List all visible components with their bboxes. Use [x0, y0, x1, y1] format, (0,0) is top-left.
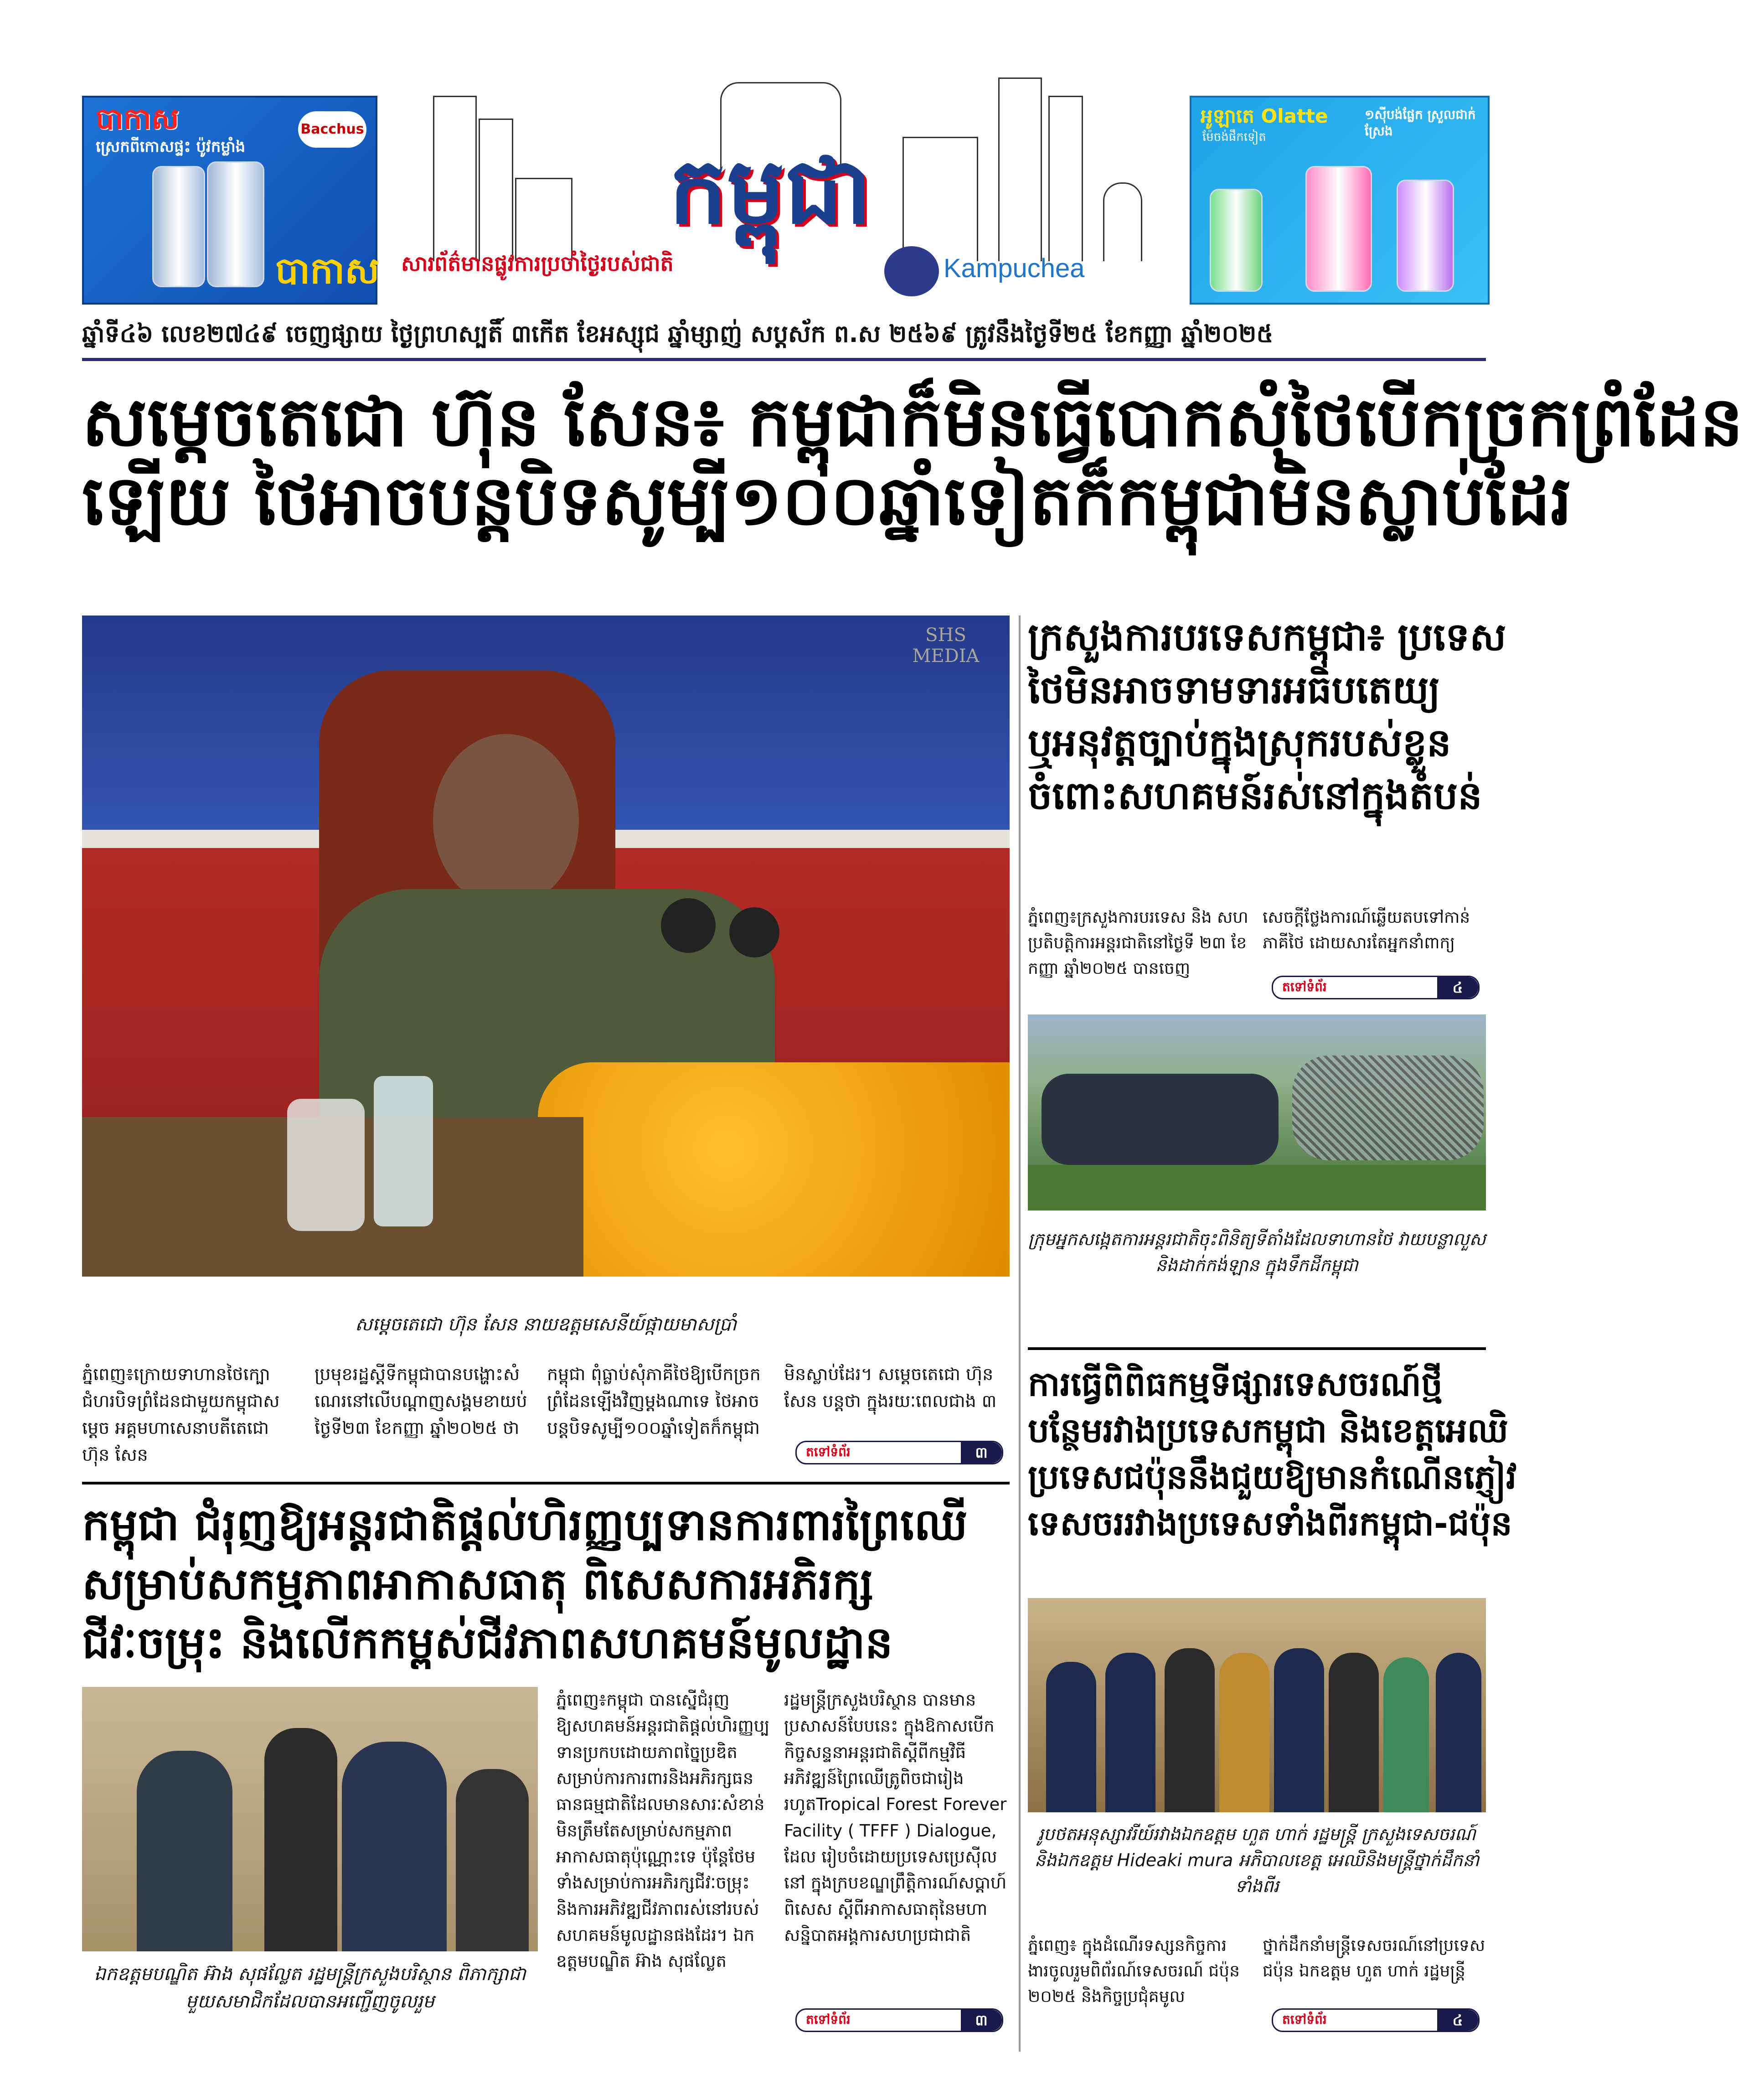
headline-line: ឬអនុវត្តច្បាប់ក្នុងស្រុករបស់ខ្លួន: [1028, 720, 1451, 765]
right-story2-headline: [1028, 1361, 1517, 1547]
lower-story-column-1: ភ្នំពេញ៖កម្ពុជា បានស្នើជំរុញ ឱ្យសហគមន៍អន្តរជាតិផ្តល់ហិរញ្ញប្ប ទានប្រកបដោយភាពច្នៃប្រឌិត សម្រាប់ការការពារនិងអភិរក្សធន ធានធម្មជាតិដែលមានសារៈសំខាន់ មិនត្រឹមតែសម្រាប់សកម្មភាព អាកាសធាតុប៉ុណ្ណោះទេ ប៉ុន្តែថែម ទាំងសម្រាប់ការអភិរក្សជីវៈចម្រុះ និងការអភិវឌ្ឍជីវភាពរស់នៅរបស់ សហគមន៍មូលដ្ឋានផងដែរ។ ឯកឧត្តមបណ្ឌិត អ៊ាង សុផល្លែត: [556, 1690, 770, 1971]
person-figure: [1219, 1653, 1269, 1812]
skyline-tower: [433, 96, 477, 261]
right-story1-column-1: ភ្នំពេញ៖ក្រសួងការបរទេស និង សហប្រតិបត្តិការអន្តរជាតិនៅថ្ងៃទី ២៣ ខែកញ្ញា ឆ្នាំ២០២៥ បានចេញ: [1028, 908, 1248, 978]
main-story-column-1: ភ្នំពេញ៖ក្រោយទាហានថៃក្បោ ជំហរបិទព្រំដែនជាមួយកម្ពុជាសម្តេច អគ្គមហាសេនាបតីតេជោ ហ៊ុន សែន: [82, 1364, 280, 1465]
issue-info-line: ឆ្នាំទី៤៦ លេខ២៧៤៩ ចេញផ្សាយ ថ្ងៃព្រហស្បតិ៍ ៣កើត ខែអស្សុជ ឆ្នាំម្សាញ់ សប្តស័ក ព.ស ២៥៦៩ ត្រូវនឹងថ្ងៃទី២៥ ខែកញ្ញា ឆ្នាំ២០២៥: [82, 321, 1274, 348]
right-story1-headline: [1028, 611, 1506, 822]
ad-tagline-right: ១ស៊ីបង់ផ្លែក ស្រួលជាក់ស្រែង: [1365, 107, 1476, 139]
border-photo: [1028, 1014, 1486, 1210]
main-photo: [82, 616, 1010, 1277]
main-photo-caption: សម្តេចតេជោ ហ៊ុន សែន នាយឧត្តមសេនីយ៍ផ្កាយមាសប្រាំ: [355, 1314, 737, 1335]
continued-page: ៤: [1437, 977, 1478, 998]
glass-bottle: [374, 1076, 433, 1226]
continued-label: តទៅទំព័រ: [1282, 2012, 1327, 2027]
headline-line: ជីវៈចម្រុះ និងលើកកម្ពស់ជីវភាពសហគមន៍មូលដ្ឋាន: [82, 1617, 893, 1669]
person-figure: [1329, 1653, 1379, 1812]
section-divider: [82, 1482, 1010, 1484]
skyline-stupa: [1103, 182, 1142, 261]
skyline-tower: [479, 119, 513, 261]
person-figure: [456, 1769, 529, 1951]
newspaper-logo: កម្ពុជា: [669, 138, 872, 244]
person-figure: [342, 1742, 447, 1951]
person-figure: [1436, 1653, 1481, 1812]
main-story-column-4: មិនស្លាប់ដែរ។ សម្តេចតេជោ ហ៊ុន សែន បន្តថា ក្នុងរយៈពេលជាង ៣: [784, 1364, 997, 1411]
right-story2-column-2: ថ្នាក់ដឹកនាំមន្ត្រីទេសចរណ៍នៅប្រទេស ជប៉ុន ឯកឧត្តម ហួត ហាក់ រដ្ឋមន្ត្រី: [1263, 1936, 1485, 1981]
drink-can-image: [1397, 180, 1454, 292]
soldiers-group: [1042, 1074, 1279, 1165]
masthead-flower-icon: [884, 246, 939, 296]
delegation-photo: [1028, 1598, 1486, 1812]
brand-logo: Bacchus: [298, 111, 366, 148]
skyline-tower: [998, 78, 1042, 261]
continued-label: តទៅទំព័រ: [1282, 979, 1327, 994]
continued-link-lower[interactable]: [795, 2008, 1003, 2032]
headline-line: កម្ពុជា ជំរុញឱ្យអន្តរជាតិផ្តល់ហិរញ្ញប្បទានការពារព្រៃឈើ: [82, 1499, 968, 1550]
lower-story-headline: [82, 1495, 1010, 1673]
continued-link-right2[interactable]: [1272, 2008, 1480, 2032]
continued-link-right1[interactable]: [1272, 976, 1480, 999]
section-divider: [1028, 1347, 1486, 1350]
grass-foreground: [1028, 1165, 1486, 1210]
continued-page: ៤: [1437, 2010, 1478, 2031]
masthead: [392, 68, 1167, 305]
person-head: [433, 734, 579, 907]
microphone-icon: [729, 907, 779, 957]
flower-arrangement: [538, 1062, 1010, 1277]
person-figure: [1274, 1648, 1324, 1812]
ad-tagline: ស្រេកពីកោសផ្ទះ ប៉ូវកម្លាំង: [96, 138, 246, 156]
barbed-wire: [1292, 1055, 1484, 1160]
header-divider: [82, 358, 1486, 361]
main-headline-line2: ឡើយ ថៃអាចបន្តបិទសូម្បី១០០ឆ្នាំទៀតក៏កម្ពុជាមិនស្លាប់ដែរ: [82, 461, 1573, 541]
person-figure: [1105, 1653, 1155, 1812]
headline-line: ថៃមិនអាចទាមទារអធិបតេយ្យ: [1028, 667, 1440, 712]
drink-can-image: [1210, 189, 1263, 292]
main-headline: [82, 383, 1743, 541]
masthead-latin-name: Kampuchea: [944, 253, 1085, 283]
lower-story-column-2: រដ្ឋមន្ត្រីក្រសួងបរិស្ថាន បានមាន ប្រសាសន៍បែបនេះ ក្នុងឱកាសបើក កិច្ចសន្ទនាអន្តរជាតិស្តីពីកម្មវិធី អភិវឌ្ឍន៍ព្រៃឈើត្រូពិចជារៀង រហូតTropical Forest Forever Facility ( TFFF ) Dialogue, ដែល រៀបចំដោយប្រទេសប្រេស៊ីល នៅ ក្នុងក្របខណ្ឌព្រឹត្តិការណ៍សប្តាហ៍ ពិសេស ស្តីពីអាកាសធាតុនៃមហា សន្និបាតអង្គការសហប្រជាជាតិ: [784, 1690, 1007, 1945]
headline-line: ប្រទេសជប៉ុននឹងជួយឱ្យមានកំណើនភ្ញៀវ: [1028, 1458, 1517, 1497]
person-figure: [1165, 1648, 1215, 1812]
ad-title-top: បាកាស: [96, 102, 179, 136]
continued-label: តទៅទំព័រ: [806, 2012, 851, 2027]
crystal-jar: [287, 1099, 365, 1231]
headline-line: ចំពោះសហគមន៍រស់នៅក្នុងតំបន់: [1028, 773, 1482, 818]
headline-line: សម្រាប់សកម្មភាពអាកាសធាតុ ពិសេសការអភិរក្ស: [82, 1558, 873, 1609]
masthead-subtitle: សារព័ត៌មានផ្លូវការប្រចាំថ្ងៃរបស់ជាតិ: [401, 251, 674, 276]
microphone-icon: [661, 898, 716, 953]
headline-line: បន្ថែមរវាងប្រទេសកម្ពុជា និងខេត្តអេឈិ: [1028, 1411, 1509, 1451]
headline-line: ការធ្វើពិពិធកម្មទីផ្សារទេសចរណ៍ថ្មី: [1028, 1365, 1443, 1404]
headline-line: ទេសចររវាងប្រទេសទាំងពីរកម្ពុជា-ជប៉ុន: [1028, 1504, 1512, 1544]
continued-label: តទៅទំព័រ: [806, 1444, 851, 1459]
ad-title-bottom: បាកាស: [275, 249, 380, 292]
ministers-photo-caption: ឯកឧត្តមបណ្ឌិត អ៊ាង សុផល្លែត រដ្ឋមន្ត្រីក្រសួងបរិស្ថាន ពិភាក្សាជាមួយសមាជិកដែលបានអញ្ជើញចូលរួម: [94, 1964, 526, 2012]
drink-can-image: [152, 166, 205, 287]
right-story1-column-2: សេចក្តីថ្លែងការណ៍ឆ្លើយតបទៅកាន់ ភាគីថៃ ដោយសារតែអ្នកនាំពាក្យ: [1263, 908, 1470, 952]
continued-page: ៣: [961, 2010, 1002, 2031]
column-divider: [1019, 616, 1021, 2052]
photo-watermark: SHS MEDIA: [912, 625, 980, 667]
headline-line: ក្រសួងការបរទេសកម្ពុជា៖ ប្រទេស: [1028, 615, 1506, 659]
delegation-photo-caption: រូបថតអនុស្សាវរីយ៍រវាងឯកឧត្តម ហួត ហាក់ រដ្ឋមន្ត្រី ក្រសួងទេសចរណ៍ និងឯកឧត្តម Hideaki mura អភិបាលខេត្ត អេឈិនិងមន្ត្រីថ្នាក់ដឹកនាំទាំងពីរ: [1034, 1824, 1480, 1896]
ad-brand-line: អូឡាតេ Olatte: [1201, 105, 1328, 127]
ad-tagline: ម៉ែ​ចង់​ផឹក​ទៀត: [1202, 130, 1266, 144]
continued-page: ៣: [961, 1442, 1002, 1463]
main-story-column-3: កម្ពុជា ពុំធ្លាប់សុំភាគីថៃឱ្យបើកច្រក ព្រំដែនឡើងវិញម្តងណាទេ ថៃអាច បន្តបិទសូម្បី១០០ឆ្នាំទៀតក៏កម្ពុជា: [547, 1364, 761, 1438]
person-figure: [137, 1751, 232, 1951]
person-figure: [1046, 1662, 1096, 1812]
skyline-tower: [1048, 96, 1083, 261]
person-figure: [1383, 1657, 1429, 1812]
drink-can-image: [1305, 166, 1372, 292]
right-advertisement[interactable]: [1190, 96, 1490, 305]
drink-can-image: [207, 161, 264, 287]
border-photo-caption: ក្រុមអ្នកសង្កេតការអន្តរជាតិចុះពិនិត្យទីតាំងដែលទាហានថៃ វាយបន្លាលួស និងដាក់កង់ឡាន ក្នុងទឹកដីកម្ពុជា: [1028, 1229, 1486, 1275]
main-story-column-2: ប្រមុខរដ្ឋស្តីទីកម្ពុជាបានបង្ហោះសំ ណេរនៅលើបណ្តាញសង្គមខាយប់ ថ្ងៃទី២៣ ខែកញ្ញា ឆ្នាំ២០២៥ ថា: [315, 1364, 527, 1438]
person-figure: [264, 1728, 337, 1951]
skyline-building: [515, 178, 572, 261]
main-headline-line1: សម្តេចតេជោ ហ៊ុន សែន៖ កម្ពុជាក៏មិនធ្វើបោកសុំថៃបើកច្រកព្រំដែន: [82, 383, 1743, 462]
right-story2-column-1: ភ្នំពេញ៖ ក្នុងដំណើរទស្សនកិច្ចការ ងារចូលរួមពិព័រណ៍ទេសចរណ៍ ជប៉ុន ២០២៥ និងកិច្ចប្រជុំគមូល: [1028, 1936, 1240, 2006]
continued-link-main[interactable]: [795, 1441, 1003, 1464]
ministers-photo: [82, 1687, 538, 1951]
left-advertisement[interactable]: [82, 96, 380, 305]
